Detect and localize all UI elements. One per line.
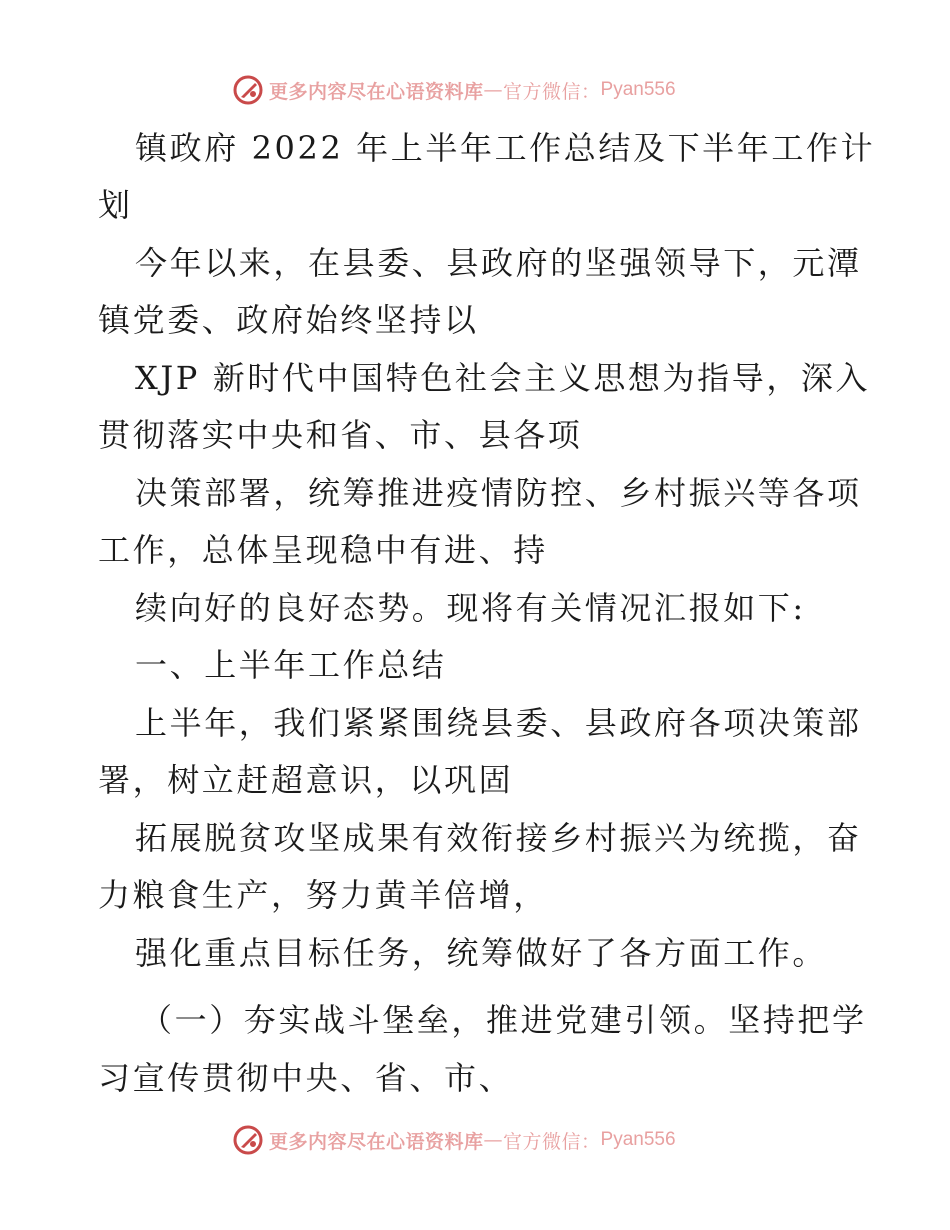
body-line: 镇党委、政府始终坚持以 [98, 301, 479, 339]
body-line: 工作，总体呈现稳中有进、持 [98, 531, 548, 569]
body-line: 续向好的良好态势。现将有关情况汇报如下: [135, 589, 806, 627]
body-line: 今年以来，在县委、县政府的坚强领导下，元潭 [135, 244, 862, 282]
document-title-line-2: 划 [98, 186, 133, 224]
body-line: 习宣传贯彻中央、省、市、 [98, 1059, 514, 1097]
watermark-site-text: 更多内容尽在心语资料库 [269, 80, 484, 103]
watermark-dash: — [483, 79, 504, 101]
watermark-wechat-label: 官方微信： [503, 80, 601, 103]
body-line: 署，树立赶超意识，以巩固 [98, 761, 514, 799]
body-line: 贯彻落实中央和省、市、县各项 [98, 416, 583, 454]
body-line: 决策部署，统筹推进疫情防控、乡村振兴等各项 [135, 474, 862, 512]
body-line: 强化重点目标任务，统筹做好了各方面工作。 [135, 934, 828, 972]
body-line: 拓展脱贫攻坚成果有效衔接乡村振兴为统揽，奋 [135, 819, 862, 857]
watermark-banner-top [233, 72, 676, 108]
body-line: XJP 新时代中国特色社会主义思想为指导，深入 [135, 359, 871, 397]
watermark-wechat-label: 官方微信： [503, 1130, 601, 1153]
quill-logo-icon [233, 75, 263, 105]
body-line: 上半年，我们紧紧围绕县委、县政府各项决策部 [135, 704, 862, 742]
document-title-line-1: 镇政府 2022 年上半年工作总结及下半年工作计 [135, 129, 876, 167]
quill-logo-icon [233, 1125, 263, 1155]
body-line: 力粮食生产，努力黄羊倍增， [98, 876, 548, 914]
subsection-heading-line: （一）夯实战斗堡垒，推进党建引领。坚持把学 [140, 1001, 867, 1039]
watermark-site-text: 更多内容尽在心语资料库 [269, 1130, 484, 1153]
section-heading: 一、上半年工作总结 [135, 646, 447, 684]
watermark-wechat-id: Pyan556 [600, 79, 676, 100]
watermark-dash: — [483, 1129, 504, 1151]
watermark-banner-bottom [233, 1122, 676, 1158]
watermark-wechat-id: Pyan556 [600, 1129, 676, 1150]
